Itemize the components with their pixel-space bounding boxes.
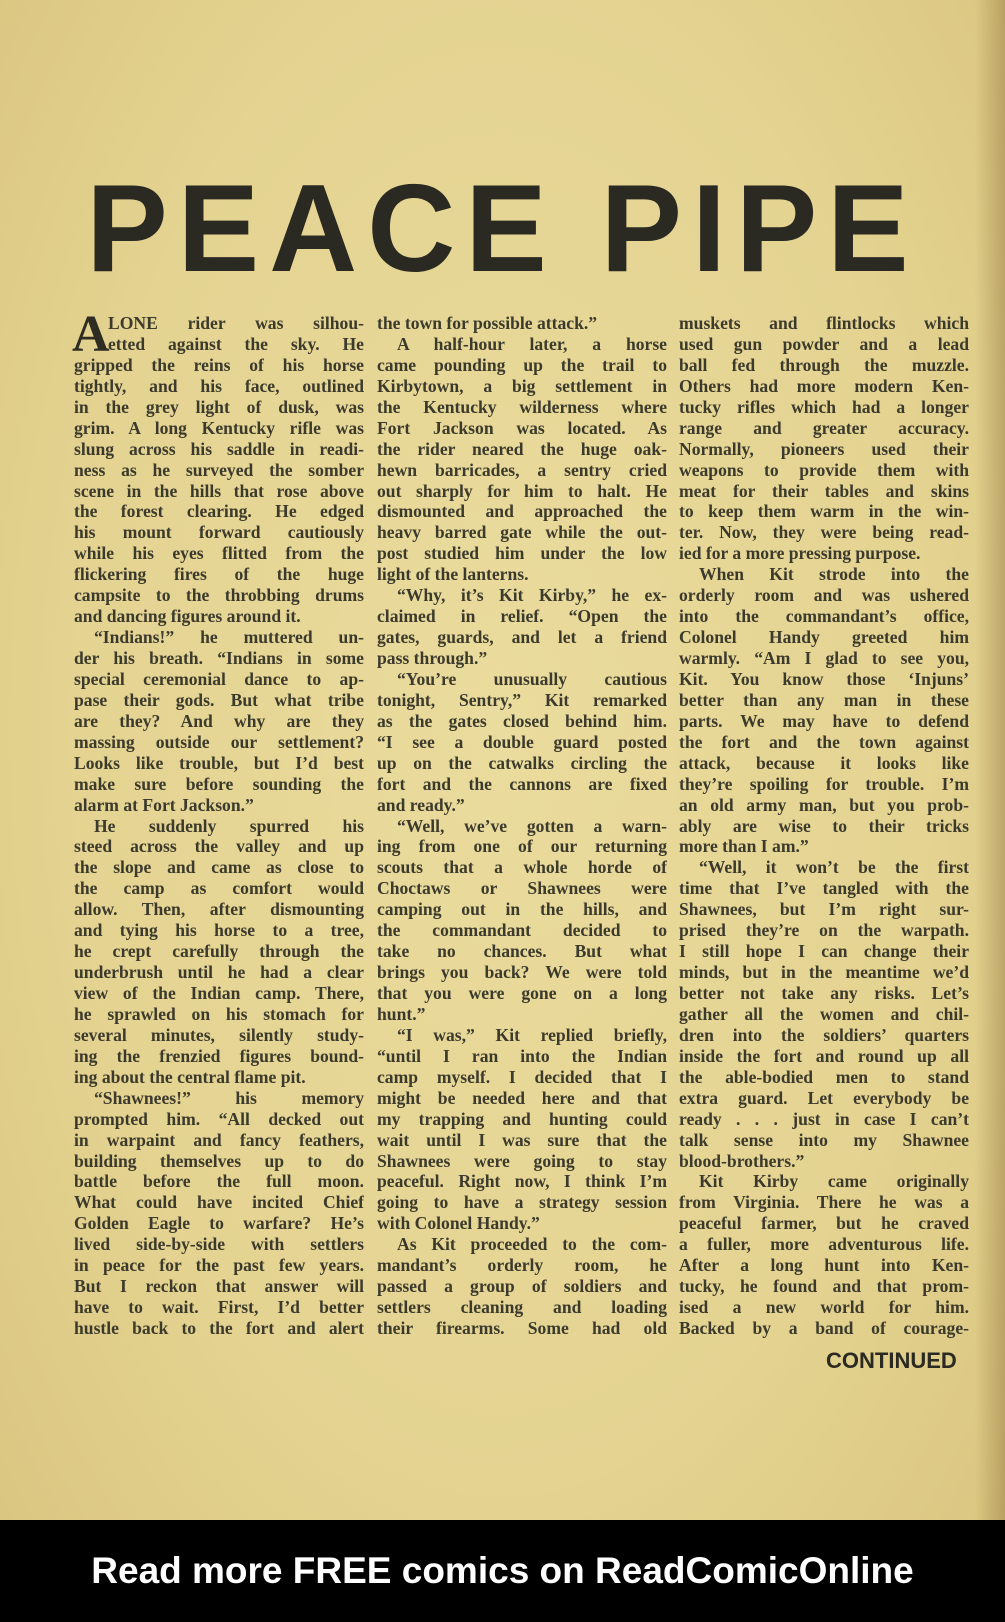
- text-line: he sprawled on his stomach for: [74, 1003, 364, 1024]
- text-line: ready . . . just in case I can’t: [679, 1108, 969, 1129]
- text-line: special ceremonial dance to ap-: [74, 668, 364, 689]
- text-line: tucky rifles which had a longer: [679, 396, 969, 417]
- text-line: and dancing figures around it.: [74, 606, 301, 627]
- text-line: ball fed through the muzzle.: [679, 354, 969, 375]
- text-line: scene in the hills that rose above: [74, 480, 364, 501]
- text-line: hewn barricades, a sentry cried: [377, 459, 667, 480]
- text-line: der his breath. “Indians in some: [74, 648, 364, 668]
- text-line: settlers cleaning and loading: [377, 1297, 667, 1318]
- text-line: prised they’re on the warpath.: [679, 920, 969, 941]
- text-line: wait until I was sure that the: [377, 1129, 667, 1150]
- text-line: But I reckon that answer will: [74, 1276, 364, 1297]
- text-line: in peace for the past few years.: [74, 1255, 364, 1276]
- text-line: Shawnees, but I’m right sur-: [679, 899, 969, 920]
- text-line: I still hope I can change their: [679, 941, 969, 962]
- text-line: better than any man in these: [679, 689, 969, 710]
- text-line: prompted him. “All decked out: [74, 1108, 364, 1129]
- drop-cap: A: [72, 306, 110, 363]
- text-line: while his eyes flitted from the: [74, 543, 364, 564]
- text-line: my trapping and hunting could: [377, 1108, 667, 1129]
- text-line: a fuller, more adventurous life.: [679, 1234, 969, 1255]
- text-line: peaceful farmer, but he craved: [679, 1213, 969, 1234]
- text-line: to keep them warm in the win-: [679, 501, 969, 522]
- text-column-2: [377, 313, 667, 1339]
- text-line: What could have incited Chief: [74, 1192, 364, 1213]
- story-title: PEACE PIPE: [86, 158, 919, 298]
- text-line: hunt.”: [377, 1003, 426, 1024]
- text-line: fort and the cannons are fixed: [377, 773, 667, 794]
- text-line: grim. A long Kentucky rifle was: [74, 417, 364, 438]
- text-line: view of the Indian camp. There,: [74, 983, 364, 1003]
- text-line: tucky, he found and that prom-: [679, 1276, 969, 1297]
- text-line: they’re spoiling for trouble. I’m: [679, 773, 969, 794]
- text-line: massing outside our settlement?: [74, 731, 364, 752]
- text-line: extra guard. Let everybody be: [679, 1087, 969, 1108]
- text-line: A half-hour later, a horse: [397, 333, 667, 354]
- text-line: lived side-by-side with settlers: [74, 1234, 364, 1255]
- text-line: ing about the central flame pit.: [74, 1066, 306, 1087]
- text-line: Kit. You know those ‘Injuns’: [679, 668, 969, 689]
- text-line: “I was,” Kit replied briefly,: [397, 1024, 667, 1045]
- text-line: hustle back to the fort and alert: [74, 1318, 364, 1338]
- text-line: tonight, Sentry,” Kit remarked: [377, 689, 667, 710]
- text-line: peaceful. Right now, I think I’m: [377, 1171, 667, 1192]
- text-line: his mount forward cautiously: [74, 522, 364, 543]
- text-line: blood-brothers.”: [679, 1150, 805, 1171]
- text-line: ised a new world for him.: [679, 1297, 969, 1318]
- text-line: campsite to the throbbing drums: [74, 585, 364, 606]
- text-line: the Kentucky wilderness where: [377, 396, 667, 417]
- text-line: gates, guards, and let a friend: [377, 627, 667, 648]
- text-line: and ready.”: [377, 794, 465, 815]
- text-line: muskets and flintlocks which: [679, 313, 969, 333]
- text-line: Colonel Handy greeted him: [679, 627, 969, 648]
- text-line: camping out in the hills, and: [377, 899, 667, 920]
- text-line: Choctaws or Shawnees were: [377, 878, 667, 899]
- text-line: several minutes, silently study-: [74, 1024, 364, 1045]
- text-line: “You’re unusually cautious: [397, 668, 667, 689]
- text-line: Kit Kirby came originally: [699, 1171, 969, 1192]
- text-line: ing from one of our returning: [377, 836, 667, 857]
- text-line: the camp as comfort would: [74, 878, 364, 899]
- promo-banner-text[interactable]: Read more FREE comics on ReadComicOnline: [91, 1550, 914, 1591]
- text-line: meat for their tables and skins: [679, 480, 969, 501]
- text-line: building themselves up to do: [74, 1150, 364, 1171]
- text-line: dismounted and approached the: [377, 501, 667, 522]
- text-line: he crept carefully through the: [74, 941, 364, 962]
- text-line: brings you back? We were told: [377, 962, 667, 983]
- text-line: range and greater accuracy.: [679, 417, 969, 438]
- text-line: attack, because it looks like: [679, 752, 969, 773]
- text-line: going to have a strategy session: [377, 1192, 667, 1213]
- text-line: Backed by a band of courage-: [679, 1318, 969, 1338]
- text-line: weapons to provide them with: [679, 459, 969, 480]
- text-line: Looks like trouble, but I’d best: [74, 752, 364, 773]
- text-line: mandant’s orderly room, he: [377, 1255, 667, 1276]
- text-line: LONE rider was silhou-: [108, 313, 364, 333]
- text-line: came pounding up the trail to: [377, 354, 667, 375]
- text-line: orderly room and was ushered: [679, 585, 969, 606]
- text-line: might be needed here and that: [377, 1087, 667, 1108]
- text-line: dren into the soldiers’ quarters: [679, 1024, 969, 1045]
- text-line: better not take any risks. Let’s: [679, 983, 969, 1003]
- text-line: the rider neared the huge oak-: [377, 438, 667, 459]
- text-line: “I see a double guard posted: [377, 731, 667, 752]
- text-line: in the grey light of dusk, was: [74, 396, 364, 417]
- text-line: inside the fort and round up all: [679, 1045, 969, 1066]
- text-line: scouts that a whole horde of: [377, 857, 667, 878]
- text-line: underbrush until he had a clear: [74, 962, 364, 983]
- text-line: that you were gone on a long: [377, 983, 667, 1003]
- text-line: “until I ran into the Indian: [377, 1045, 667, 1066]
- text-line: etted against the sky. He: [108, 333, 364, 354]
- text-line: with Colonel Handy.”: [377, 1213, 540, 1234]
- text-line: the commandant decided to: [377, 920, 667, 941]
- text-line: make sure before sounding the: [74, 773, 364, 794]
- text-line: “Well, it won’t be the first: [699, 857, 969, 878]
- text-line: gather all the women and chil-: [679, 1003, 969, 1024]
- text-line: heavy barred gate while the out-: [377, 522, 667, 543]
- text-line: Golden Eagle to warfare? He’s: [74, 1213, 364, 1234]
- text-line: their firearms. Some had old: [377, 1318, 667, 1338]
- text-line: “Why, it’s Kit Kirby,” he ex-: [397, 585, 667, 606]
- text-line: time that I’ve tangled with the: [679, 878, 969, 899]
- text-line: take no chances. But what: [377, 941, 667, 962]
- promo-banner[interactable]: [0, 1520, 1005, 1622]
- text-line: the able-bodied men to stand: [679, 1066, 969, 1087]
- text-line: ness as he surveyed the somber: [74, 459, 364, 480]
- text-line: ably are wise to their tricks: [679, 815, 969, 836]
- text-line: When Kit strode into the: [699, 564, 969, 585]
- text-column-1: [72, 306, 364, 1339]
- text-line: the fort and the town against: [679, 731, 969, 752]
- text-line: pase their gods. But what tribe: [74, 689, 364, 710]
- text-line: have to wait. First, I’d better: [74, 1297, 364, 1318]
- text-line: Normally, pioneers used their: [679, 438, 969, 459]
- text-line: tightly, and his face, outlined: [74, 375, 364, 396]
- text-line: camp myself. I decided that I: [377, 1066, 667, 1087]
- text-line: gripped the reins of his horse: [74, 354, 364, 375]
- text-line: light of the lanterns.: [377, 564, 529, 585]
- text-line: passed a group of soldiers and: [377, 1276, 667, 1297]
- text-line: ter. Now, they were being read-: [679, 522, 969, 543]
- text-line: As Kit proceeded to the com-: [397, 1234, 667, 1255]
- text-line: “Shawnees!” his memory: [94, 1087, 364, 1108]
- text-line: in warpaint and fancy feathers,: [74, 1129, 364, 1150]
- text-line: out sharply for him to halt. He: [377, 480, 667, 501]
- text-line: are they? And why are they: [74, 710, 364, 731]
- text-line: the forest clearing. He edged: [74, 501, 364, 522]
- text-line: alarm at Fort Jackson.”: [74, 794, 254, 815]
- text-line: used gun powder and a lead: [679, 333, 969, 354]
- text-line: the slope and came as close to: [74, 857, 364, 878]
- text-line: He suddenly spurred his: [94, 815, 364, 836]
- text-line: from Virginia. There he was a: [679, 1192, 969, 1213]
- text-line: flickering fires of the huge: [74, 564, 364, 585]
- text-line: Shawnees were going to stay: [377, 1150, 667, 1171]
- text-line: talk sense into my Shawnee: [679, 1129, 969, 1150]
- text-column-3: [679, 313, 969, 1339]
- text-line: slung across his saddle in readi-: [74, 438, 364, 459]
- text-line: “Well, we’ve gotten a warn-: [397, 815, 667, 836]
- text-line: and tying his horse to a tree,: [74, 920, 364, 941]
- text-line: the town for possible attack.”: [377, 313, 598, 333]
- text-line: parts. We may have to defend: [679, 710, 969, 731]
- text-line: minds, but in the meantime we’d: [679, 962, 969, 983]
- text-line: Kirbytown, a big settlement in: [377, 375, 667, 396]
- text-line: more than I am.”: [679, 836, 809, 857]
- text-line: ied for a more pressing purpose.: [679, 543, 921, 564]
- text-line: battle before the full moon.: [74, 1171, 364, 1192]
- text-line: allow. Then, after dismounting: [74, 899, 364, 920]
- text-line: into the commandant’s office,: [679, 606, 969, 627]
- text-line: claimed in relief. “Open the: [377, 606, 667, 627]
- text-line: an old army man, but you prob-: [679, 794, 969, 815]
- text-line: as the gates closed behind him.: [377, 710, 667, 731]
- text-line: “Indians!” he muttered un-: [94, 627, 364, 648]
- text-line: steed across the valley and up: [74, 836, 364, 857]
- text-line: Fort Jackson was located. As: [377, 417, 667, 438]
- text-line: warmly. “Am I glad to see you,: [679, 648, 969, 668]
- continued-label: CONTINUED: [826, 1348, 957, 1373]
- text-line: up on the catwalks circling the: [377, 752, 667, 773]
- text-line: After a long hunt into Ken-: [679, 1255, 969, 1276]
- text-line: post studied him under the low: [377, 543, 667, 564]
- text-line: ing the frenzied figures bound-: [74, 1045, 364, 1066]
- text-line: pass through.”: [377, 648, 488, 668]
- text-line: Others had more modern Ken-: [679, 375, 969, 396]
